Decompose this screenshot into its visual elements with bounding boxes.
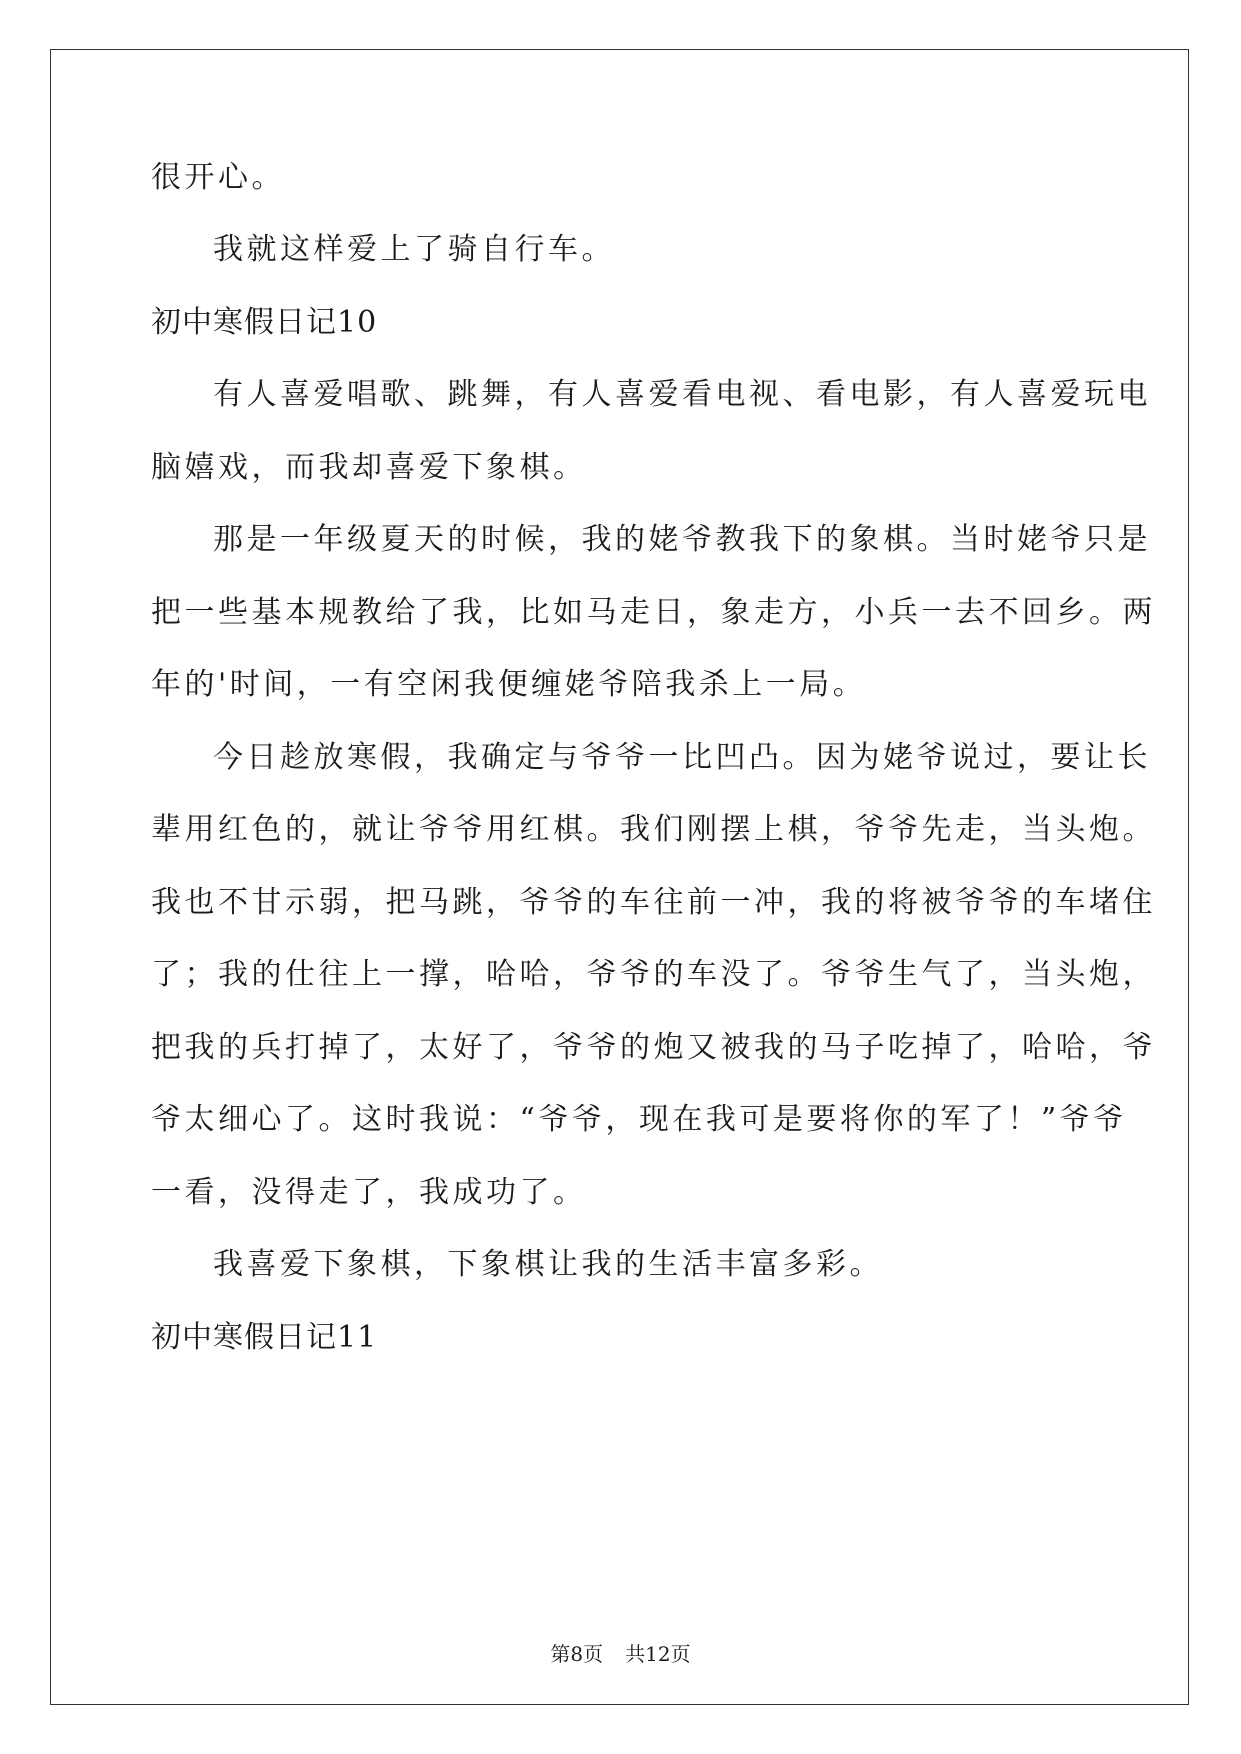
paragraph-line: 辈用红色的，就让爷爷用红棋。我们刚摆上棋，爷爷先走，当头炮。 — [151, 812, 1156, 847]
paragraph-line: 爷太细心了。这时我说：“爷爷，现在我可是要将你的军了！”爷爷 — [151, 1102, 1127, 1137]
paragraph-line: 了；我的仕往上一撑，哈哈，爷爷的车没了。爷爷生气了，当头炮， — [151, 957, 1156, 992]
paragraph-line: 一看，没得走了，我成功了。 — [151, 1175, 587, 1210]
paragraph-line: 有人喜爱唱歌、跳舞，有人喜爱看电视、看电影，有人喜爱玩电 — [213, 377, 1151, 412]
paragraph-line: 把一些基本规教给了我，比如马走日，象走方，小兵一去不回乡。两 — [151, 595, 1156, 630]
section-heading: 初中寒假日记10 — [151, 305, 378, 340]
page-number: 第8页 — [550, 1642, 604, 1666]
paragraph-line: 我就这样爱上了骑自行车。 — [213, 232, 615, 267]
paragraph-line: 我喜爱下象棋，下象棋让我的生活丰富多彩。 — [213, 1247, 883, 1282]
paragraph-line: 那是一年级夏天的时候，我的姥爷教我下的象棋。当时姥爷只是 — [213, 522, 1151, 557]
paragraph-line: 我也不甘示弱，把马跳，爷爷的车往前一冲，我的将被爷爷的车堵住 — [151, 885, 1156, 920]
section-heading: 初中寒假日记11 — [151, 1320, 378, 1355]
page-total: 共12页 — [625, 1642, 691, 1666]
page-footer — [0, 1640, 1241, 1668]
paragraph-line: 把我的兵打掉了，太好了，爷爷的炮又被我的马子吃掉了，哈哈，爷 — [151, 1030, 1156, 1065]
paragraph-line: 很开心。 — [151, 160, 285, 195]
paragraph-line: 脑嬉戏，而我却喜爱下象棋。 — [151, 450, 587, 485]
paragraph-line: 年的'时间，一有空闲我便缠姥爷陪我杀上一局。 — [151, 667, 867, 702]
paragraph-line: 今日趁放寒假，我确定与爷爷一比凹凸。因为姥爷说过，要让长 — [213, 740, 1151, 775]
page-border — [50, 49, 1189, 1705]
